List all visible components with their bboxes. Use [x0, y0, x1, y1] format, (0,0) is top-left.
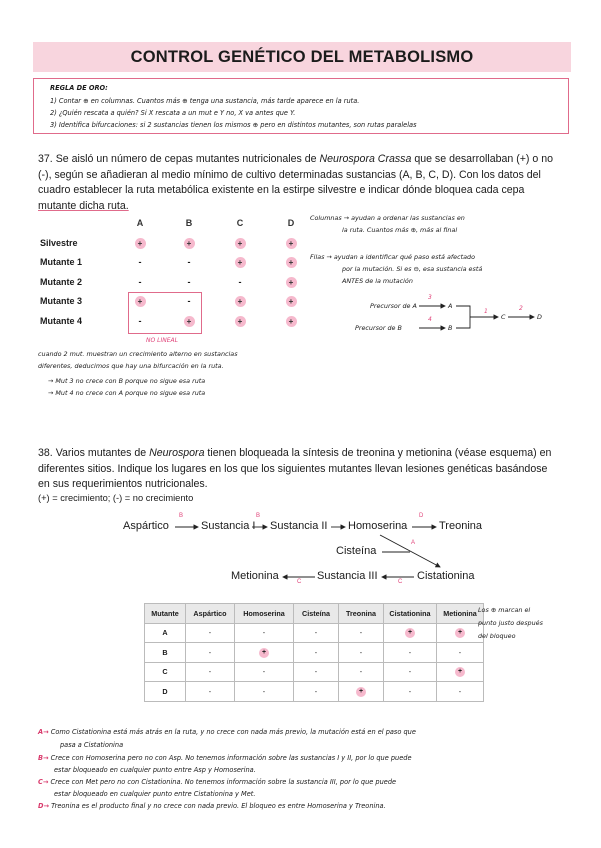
pw37-label-1: 1 [484, 308, 488, 315]
minus-mark: - [208, 667, 212, 677]
minus-mark: - [359, 667, 363, 677]
pw37-b: B [448, 324, 453, 332]
rule-line-1: 1) Contar ⊕ en columnas. Cuantos más ⊕ tenga una sustancia, más tarde aparece en la ruta. [50, 97, 360, 105]
t2-cell [437, 662, 484, 682]
pw37-label-2: 2 [519, 305, 523, 312]
rule-line-3: 3) Identifica bifurcaciones: si 2 sustancias tienen los mismos ⊕ pero en distintos mutantes, son rutas paralelas [50, 121, 417, 129]
plus-mark: + [259, 648, 269, 658]
table-row [145, 662, 484, 682]
t1-row-label: Mutante 2 [40, 277, 83, 287]
minus-mark: - [187, 257, 191, 267]
answer-a-1 [38, 728, 416, 736]
note-rows-2: por la mutación. Si es ⊖, esa sustancia está [342, 265, 483, 273]
pw38-sustancia-2: Sustancia II [270, 520, 328, 532]
pw37-label-4: 4 [428, 316, 432, 323]
box-note: NO LINEAL [146, 337, 178, 344]
minus-mark: - [208, 647, 212, 657]
pw38-label-c1: C [297, 579, 302, 585]
q38-text-a: Varios mutantes de [55, 447, 150, 459]
t2-cell [186, 643, 235, 663]
minus-mark: - [408, 686, 412, 696]
t2-cell [384, 662, 437, 682]
plus-mark: + [286, 277, 297, 288]
t2-header: Metionina [437, 604, 484, 624]
pw38-treonina: Treonina [439, 520, 483, 532]
pw38-cisteina: Cisteína [336, 545, 377, 557]
table-2 [144, 603, 484, 702]
t1-row-label: Silvestre [40, 238, 78, 248]
minus-mark: - [208, 686, 212, 696]
plus-mark: + [405, 628, 415, 638]
minus-mark: - [359, 647, 363, 657]
q38-text-b: tienen bloqueada la síntesis de treonina y metionina (véase esquema) en [204, 447, 552, 459]
answer-c-letter: C→ [38, 778, 49, 786]
t2-header: Cisteína [294, 604, 339, 624]
t2-header: Treonina [339, 604, 384, 624]
q37-text-b: que se desarrollaban (+) o no [411, 153, 554, 165]
t1-column-header: B [185, 218, 193, 228]
pw38-homoserina: Homoserina [348, 520, 408, 532]
minus-mark: - [208, 628, 212, 638]
answer-b-2: estar bloqueado en cualquier punto entre Asp y Homoserina. [54, 766, 256, 774]
t1-row-label: Mutante 1 [40, 257, 83, 267]
minus-mark: - [262, 686, 266, 696]
q37-line-4: mutante dicha ruta. [38, 199, 129, 212]
t2-cell [294, 682, 339, 702]
t2-cell [294, 623, 339, 643]
pw37-a: A [448, 302, 453, 310]
mutant-label: D [162, 686, 168, 696]
t2-mutant-cell [145, 662, 186, 682]
plus-mark: + [356, 687, 366, 697]
minus-mark: - [138, 316, 142, 326]
t2-cell [384, 643, 437, 663]
note-bottom-3: → Mut 3 no crece con B porque no sigue esa ruta [48, 377, 206, 385]
answer-c-text: Crece con Met pero no con Cistationina. No tenemos información sobre la sustancia III, por lo que puede [50, 778, 397, 786]
q38-line-2: diferentes sitios. Indique los lugares en los que los siguientes mutantes llevan lesiones genéticas basándose [38, 462, 548, 475]
t2-cell [384, 682, 437, 702]
precursor-b: Precursor de B [355, 324, 402, 332]
table-2-header-row [145, 604, 484, 624]
t2-cell [384, 623, 437, 643]
t2-cell [339, 643, 384, 663]
t2-header: Cistationina [384, 604, 437, 624]
pw38-label-b1: B [179, 513, 184, 519]
q37-number: 37. [38, 153, 53, 165]
t2-cell [437, 643, 484, 663]
answer-d-text: Treonina es el producto final y no crece con nada previo. El bloqueo es entre Homoserina y Treonina. [51, 802, 386, 810]
answer-d-letter: D→ [38, 802, 49, 810]
table-row [145, 643, 484, 663]
minus-mark: - [314, 667, 318, 677]
q37-line-3: cuadro establecer la ruta metabólica existente en la estirpe silvestre e indicar dónde bloquea cada cepa [38, 184, 525, 196]
minus-mark: - [314, 647, 318, 657]
answer-b-letter: B→ [38, 754, 49, 762]
q37-organism: Neurospora Crassa [319, 153, 412, 165]
plus-mark: + [135, 238, 146, 249]
note-rows-1: Filas → ayudan a identificar qué paso está afectado [310, 253, 475, 261]
page-title: CONTROL GENÉTICO DEL METABOLISMO [130, 48, 474, 66]
pw37-c: C [501, 313, 506, 321]
mutant-label: C [162, 667, 168, 677]
precursor-a: Precursor de A [370, 302, 417, 310]
t2-cell [235, 623, 294, 643]
minus-mark: - [187, 277, 191, 287]
note-bottom-2: diferentes, deducimos que hay una bifurcación en la ruta. [38, 362, 224, 370]
t2-header: Homoserina [235, 604, 294, 624]
plus-mark: + [135, 296, 146, 307]
pw38-sustancia-3: Sustancia III [317, 570, 378, 582]
minus-mark: - [458, 686, 462, 696]
minus-mark: - [262, 667, 266, 677]
minus-mark: - [314, 686, 318, 696]
t2-cell [294, 662, 339, 682]
note-columns-2: la ruta. Cuantos más ⊕, más al final [342, 226, 458, 234]
q38-organism: Neurospora [149, 447, 205, 459]
minus-mark: - [359, 628, 363, 638]
t2-cell [294, 643, 339, 663]
t2-note-2: punto justo después [478, 619, 543, 627]
pw38-label-c2: C [398, 579, 403, 585]
plus-mark: + [286, 316, 297, 327]
plus-mark: + [455, 628, 465, 638]
t2-cell [186, 662, 235, 682]
t1-row-label: Mutante 3 [40, 296, 83, 306]
pw38-cistationina: Cistationina [417, 570, 475, 582]
minus-mark: - [408, 667, 412, 677]
minus-mark: - [187, 296, 191, 306]
minus-mark: - [238, 277, 242, 287]
pw38-sustancia-1: Sustancia I [201, 520, 256, 532]
t2-mutant-cell [145, 643, 186, 663]
plus-mark: + [235, 316, 246, 327]
t1-row-label: Mutante 4 [40, 316, 83, 326]
t2-cell [235, 643, 294, 663]
minus-mark: - [314, 628, 318, 638]
pw38-aspartico: Aspártico [123, 520, 169, 532]
note-bottom-1: cuando 2 mut. muestran un crecimiento alterno en sustancias [38, 350, 238, 358]
note-columns-1: Columnas → ayudan a ordenar las sustancias en [310, 214, 465, 222]
t2-cell [186, 623, 235, 643]
minus-mark: - [458, 647, 462, 657]
pw38-label-b2: B [256, 513, 261, 519]
t1-column-header: C [236, 218, 244, 228]
t2-mutant-cell [145, 623, 186, 643]
q38-line-3: en sus requerimientos nutricionales. [38, 478, 208, 490]
t2-note-3: del bloqueo [478, 632, 516, 640]
t2-cell [437, 682, 484, 702]
t1-column-header: A [136, 218, 144, 228]
note-rows-3: ANTES de la mutación [342, 277, 413, 285]
t2-cell [186, 682, 235, 702]
pw38-label-d: D [419, 513, 424, 519]
pw38-label-a: A [411, 540, 416, 546]
q38-legend: (+) = crecimiento; (-) = no crecimiento [38, 493, 194, 503]
note-bottom-4: → Mut 4 no crece con A porque no sigue esa ruta [48, 389, 206, 397]
q37-line-2: (-), según se añadieran al medio mínimo de cultivo determinadas sustancias (A, B, C, D). Con los datos del [38, 168, 541, 181]
t2-header: Mutante [145, 604, 186, 624]
plus-mark: + [286, 296, 297, 307]
plus-mark: + [235, 238, 246, 249]
minus-mark: - [138, 257, 142, 267]
t2-cell [437, 623, 484, 643]
mutant-label: A [162, 628, 168, 638]
answer-a-text: Como Cistationina está más atrás en la ruta, y no crece con nada más previo, la mutación está en el paso que [50, 728, 416, 736]
plus-mark: + [455, 667, 465, 677]
rule-line-2: 2) ¿Quién rescata a quién? Si X rescata a un mut e Y no, X va antes que Y. [50, 109, 296, 117]
minus-mark: - [262, 628, 266, 638]
plus-mark: + [235, 257, 246, 268]
pw38-metionina: Metionina [231, 570, 279, 582]
minus-mark: - [408, 647, 412, 657]
t2-note-1: Los ⊕ marcan el [478, 606, 531, 614]
t1-column-header: D [287, 218, 295, 228]
plus-mark: + [286, 257, 297, 268]
plus-mark: + [235, 296, 246, 307]
t2-mutant-cell [145, 682, 186, 702]
answer-c-2: estar bloqueado en cualquier punto entre Cistationina y Met. [54, 790, 256, 798]
pw37-d: D [537, 313, 542, 321]
plus-mark: + [184, 316, 195, 327]
plus-mark: + [184, 238, 195, 249]
answer-a-2: pasa a Cistationina [60, 741, 124, 749]
answer-b-text: Crece con Homoserina pero no con Asp. No tenemos información sobre las sustancias I y II, por lo que puede [50, 754, 412, 762]
t2-header: Aspártico [186, 604, 235, 624]
pw37-label-3: 3 [428, 294, 432, 301]
t2-cell [339, 623, 384, 643]
t2-cell [235, 662, 294, 682]
table-row [145, 623, 484, 643]
rule-heading: REGLA DE ORO: [50, 84, 108, 92]
t2-cell [339, 682, 384, 702]
answer-b-1 [38, 754, 412, 762]
answer-a-letter: A→ [38, 728, 49, 736]
t2-cell [235, 682, 294, 702]
t2-cell [339, 662, 384, 682]
plus-mark: + [286, 238, 297, 249]
minus-mark: - [138, 277, 142, 287]
answer-c-1 [38, 778, 396, 786]
q37-text-a: Se aisló un número de cepas mutantes nutricionales de [55, 153, 320, 165]
q38-number: 38. [38, 447, 53, 459]
table-row [145, 682, 484, 702]
answer-d-1 [38, 802, 386, 810]
mutant-label: B [162, 647, 168, 657]
